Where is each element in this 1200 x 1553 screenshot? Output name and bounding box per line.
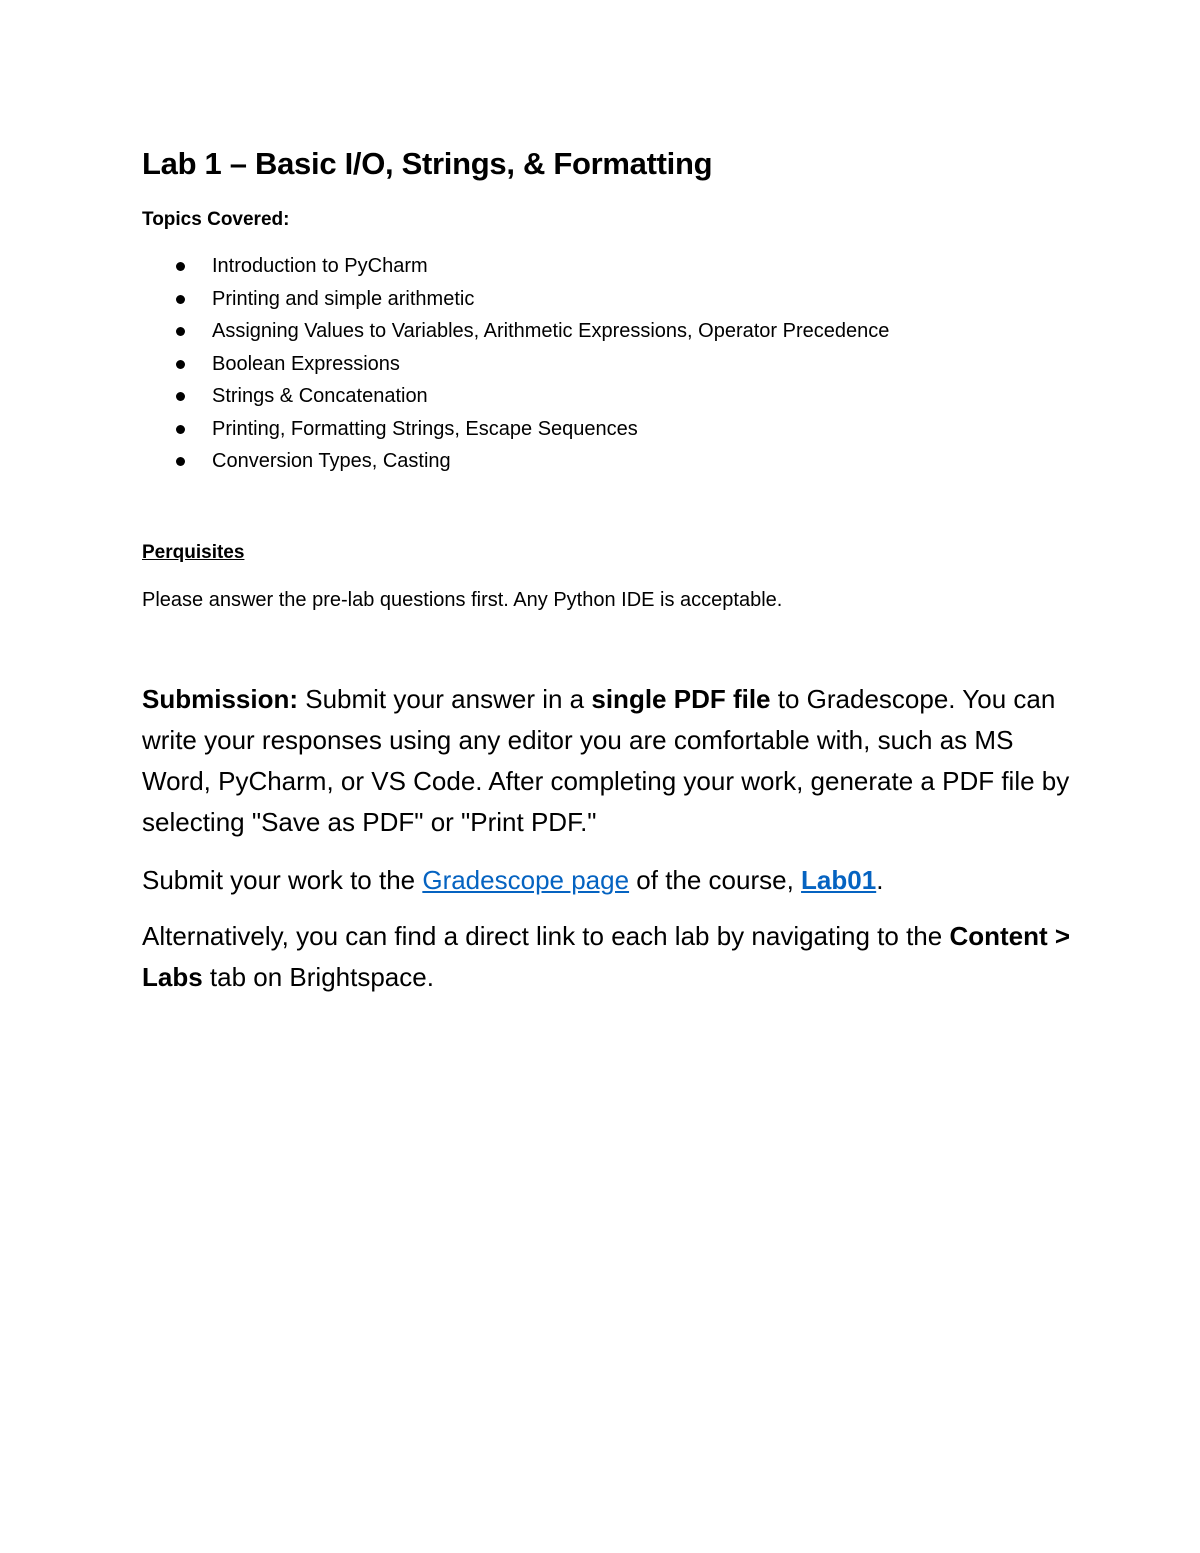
topic-text: Printing and simple arithmetic bbox=[212, 287, 475, 310]
list-item bbox=[142, 318, 889, 351]
topic-text: Introduction to PyCharm bbox=[212, 255, 428, 277]
bullet-icon bbox=[176, 425, 185, 434]
list-item bbox=[142, 448, 889, 481]
list-item bbox=[142, 383, 889, 416]
lab01-link[interactable]: Lab01 bbox=[801, 865, 877, 895]
submission-bold-format: single PDF file bbox=[591, 684, 771, 714]
gradescope-page-link[interactable]: Gradescope page bbox=[422, 865, 630, 895]
topic-text: Boolean Expressions bbox=[212, 352, 400, 375]
topics-list bbox=[142, 253, 889, 481]
list-item bbox=[142, 351, 889, 384]
topic-text: Strings & Concatenation bbox=[212, 385, 428, 407]
list-item bbox=[142, 416, 889, 449]
bullet-icon bbox=[176, 327, 185, 336]
topic-text: Conversion Types, Casting bbox=[212, 450, 451, 472]
submission-paragraph bbox=[142, 679, 1072, 843]
bullet-icon bbox=[176, 262, 185, 271]
prerequisites-heading: Perquisites bbox=[142, 542, 245, 563]
submit-text-1: Submit your work to the bbox=[142, 865, 423, 895]
submission-text-2: to Gradescope. You can write your responses using any editor you are comfortable with, such as MS Word, PyCharm, or VS Code. After completing your work, generate a PDF file by selecting "Save as PDF" or "Print PDF." bbox=[142, 684, 1070, 837]
topic-text: Printing, Formatting Strings, Escape Sequences bbox=[212, 417, 638, 440]
bullet-icon bbox=[176, 295, 185, 304]
topic-text: Assigning Values to Variables, Arithmetic Expressions, Operator Precedence bbox=[212, 320, 890, 342]
page-title: Lab 1 – Basic I/O, Strings, & Formatting bbox=[142, 146, 713, 181]
bullet-icon bbox=[176, 360, 185, 369]
list-item bbox=[142, 253, 889, 286]
alternative-text-1: Alternatively, you can find a direct link to each lab by navigating to the bbox=[142, 921, 950, 951]
submit-text-2: of the course, bbox=[629, 865, 802, 895]
list-item bbox=[142, 286, 889, 319]
submission-text-1: Submit your answer in a bbox=[298, 684, 592, 714]
alternative-text-2: tab on Brightspace. bbox=[202, 962, 434, 992]
alternative-paragraph bbox=[142, 916, 1072, 998]
content-labs-path: Content > Labs bbox=[142, 921, 1071, 992]
topics-heading: Topics Covered: bbox=[142, 209, 290, 230]
submit-text-3: . bbox=[876, 865, 884, 895]
bullet-icon bbox=[176, 392, 185, 401]
submit-instructions bbox=[142, 860, 1072, 901]
submission-label: Submission: bbox=[142, 684, 299, 714]
prerequisites-text: Please answer the pre-lab questions first. Any Python IDE is acceptable. bbox=[142, 589, 783, 611]
bullet-icon bbox=[176, 457, 185, 466]
